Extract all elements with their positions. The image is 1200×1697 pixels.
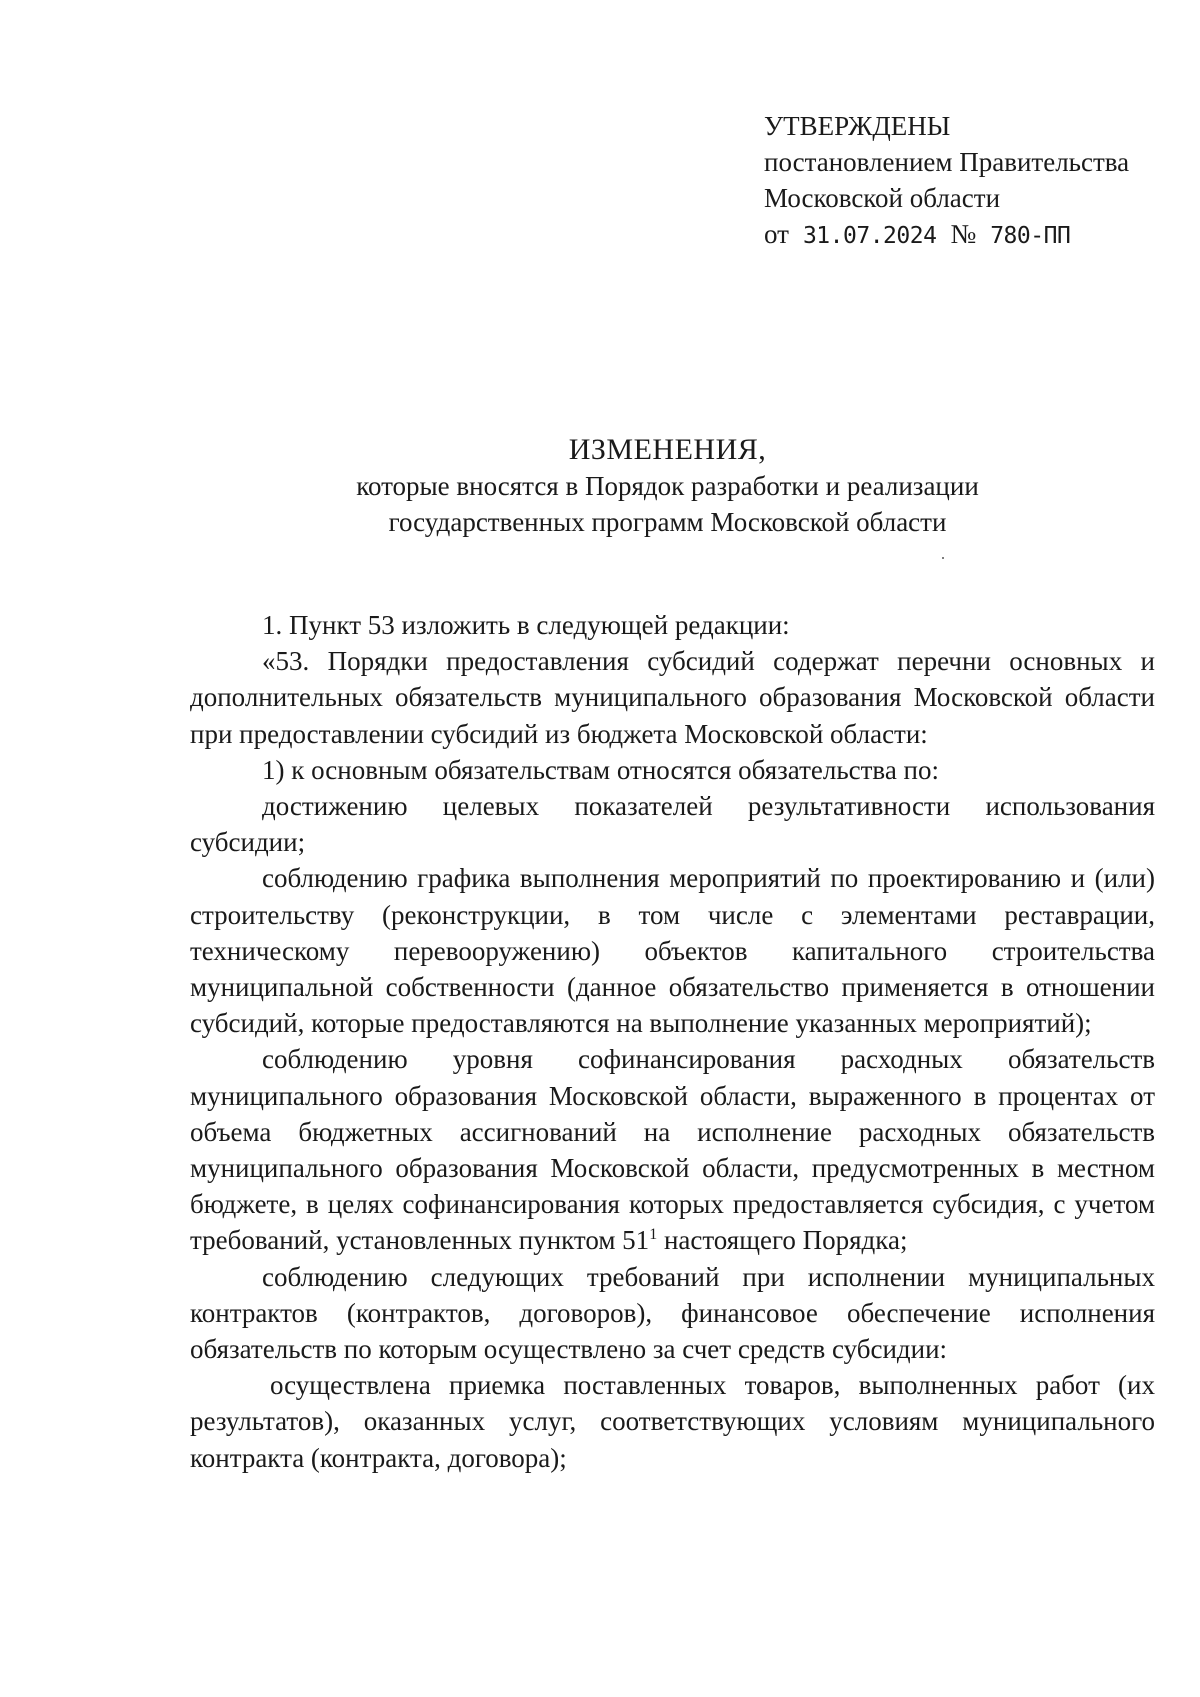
document-body	[190, 607, 1155, 1476]
paragraph-2: «53. Порядки предоставления субсидий содержат перечни основных и дополнительных обязательств муниципального образования Московской области при предоставлении субсидий из бюджета Московской области:	[190, 646, 1155, 749]
document-title: ИЗМЕНЕНИЯ,	[568, 433, 767, 466]
approval-block	[764, 108, 1184, 254]
paragraph-5: соблюдению графика выполнения мероприятий по проектированию и (или) строительству (реконструкции, в том числе с элементами реставрации, техническому перевооружению) объектов капитального строительства муниципальной собственности (данное обязательство применяется в отношении субсидий, которые предоставляются на выполнение указанных мероприятий);	[190, 863, 1155, 1039]
paragraph-6	[190, 1041, 1155, 1258]
paragraph-8: осуществлена приемка поставленных товаров, выполненных работ (их результатов), оказанных услуг, соответствующих условиям муниципального контракта (контракта, договора);	[190, 1370, 1155, 1473]
paragraph-4: достижению целевых показателей результативности использования субсидии;	[190, 791, 1155, 858]
document-subtitle-line-1: которые вносятся в Порядок разработки и реализации	[356, 471, 979, 501]
approval-heading: УТВЕРЖДЕНЫ	[764, 111, 951, 141]
paragraph-1: 1. Пункт 53 изложить в следующей редакции:	[262, 610, 790, 640]
document-subtitle-line-2: государственных программ Московской области	[388, 507, 947, 537]
decree-number: 780-ПП	[990, 223, 1071, 249]
paragraph-3: 1) к основным обязательствам относятся обязательства по:	[262, 754, 940, 785]
paragraph-6-tail: настоящего Порядка;	[657, 1225, 908, 1256]
scan-speck	[942, 557, 944, 559]
approval-date-line	[764, 216, 1184, 254]
date-prefix: от	[764, 219, 789, 249]
number-sign: №	[950, 219, 977, 249]
approval-line-decree: постановлением Правительства	[764, 147, 1130, 177]
superscript-1: 1	[649, 1226, 658, 1244]
decree-date: 31.07.2024	[802, 223, 937, 249]
paragraph-6-text: соблюдению уровня софинансирования расходных обязательств муниципального образования Московской области, выраженного в процентах от объема бюджетных ассигнований на исполнение расходных обязательств муниципального образования Московской области, предусмотренных в местном бюджете, в целях софинансирования которых предоставляется субсидия, с учетом требований, установленных пунктом 51	[190, 1044, 1155, 1256]
paragraph-7: соблюдению следующих требований при исполнении муниципальных контрактов (контрактов, договоров), финансовое обеспечение исполнения обязательств по которым осуществлено за счет средств субсидии:	[190, 1261, 1155, 1365]
approval-line-region: Московской области	[764, 183, 1001, 213]
title-block	[200, 432, 1135, 540]
